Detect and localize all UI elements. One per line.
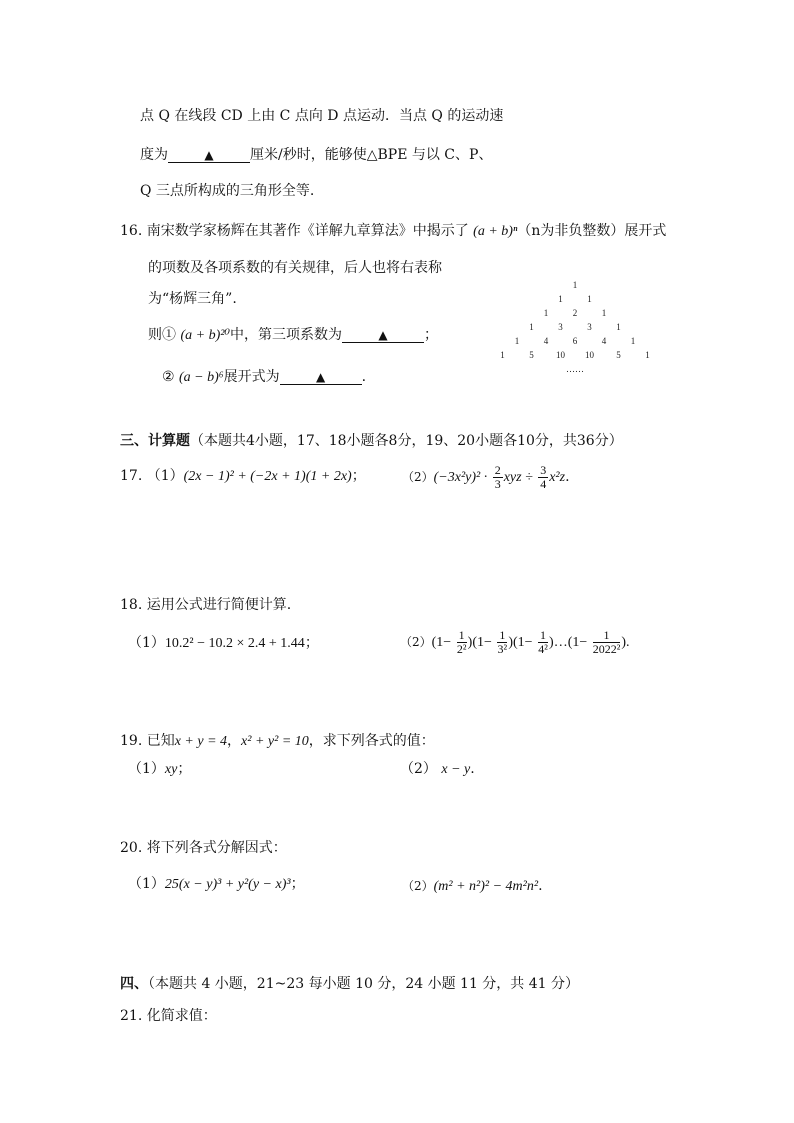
q16-sub2-label: ②	[162, 369, 175, 385]
q20-text: 将下列各式分解因式：	[146, 840, 287, 856]
q16-line-1	[120, 221, 666, 242]
q19-p1-expr: xy	[164, 762, 178, 777]
q18-p2-f1-den: 2²	[456, 641, 467, 656]
q16-sub2-text: 展开式为	[223, 369, 280, 385]
q18-p2-mid-3: )…(1−	[549, 635, 588, 650]
q18-p2-label: （2）	[400, 635, 432, 649]
triangle-cell: 3	[558, 322, 563, 332]
q20-p2-expr: (m² + n²)² − 4m²n²	[433, 879, 539, 894]
q16-sub2-expr: (a − b)⁶	[179, 370, 224, 385]
q21-number: 21.	[120, 1008, 143, 1024]
q16-sub1-text: 中，第三项系数为	[230, 327, 343, 343]
q20-p2-label: （2）	[402, 879, 434, 893]
q15-line-1: 点 Q 在线段 CD 上由 C 点向 D 点运动．当点 Q 的运动速	[140, 108, 504, 124]
q17-number: 17.	[120, 468, 143, 484]
q15-line-2-text-b: 厘米/秒时，能够使△BPE 与以 C、P、	[250, 147, 493, 163]
q19-text-a: 已知	[146, 733, 175, 749]
q19-cond-1: x + y = 4	[174, 734, 228, 749]
q18-p2-f1-num: 1	[458, 627, 465, 642]
q18-p2-mid-1: )(1−	[467, 635, 492, 650]
q18-p2-f3-den: 4²	[538, 641, 548, 656]
q17-p2-expr-c: x²z	[549, 470, 566, 485]
q19-p2-label: （2）	[400, 761, 437, 777]
section-3-title: 三、计算题	[120, 433, 190, 449]
q18-p2-f2-den: 3²	[497, 641, 508, 656]
triangle-cell: 1	[558, 294, 563, 304]
q18-p2-close: ).	[621, 635, 630, 650]
triangle-cell: 3	[587, 322, 592, 332]
triangle-cell: 1	[645, 350, 650, 360]
q16-text-b: （n为非负整数）展开式	[517, 223, 667, 239]
section-4-heading	[120, 974, 579, 994]
q20-part-2	[402, 876, 543, 897]
q16-line-3: 为“杨辉三角”.	[148, 291, 237, 307]
q16-sub1-end: ；	[424, 327, 439, 343]
q19-part-1	[128, 759, 191, 780]
q17-p2-expr-a: (−3x²y)² ·	[433, 470, 488, 485]
q19-p2-expr: x − y	[441, 762, 471, 777]
q16-sub-2	[162, 367, 366, 388]
triangle-cell: 5	[616, 350, 621, 360]
triangle-cell: 1	[529, 322, 534, 332]
section-3-note: （本题共4小题，17、18小题各8分，19、20小题各10分，共36分）	[190, 433, 623, 449]
q16-number: 16.	[120, 223, 143, 239]
triangle-cell: ……	[566, 364, 584, 374]
triangle-cell: 1	[543, 308, 549, 318]
q18-p2-fraction-4	[593, 629, 621, 656]
q15-answer-blank: ▲	[168, 148, 250, 163]
triangle-cell: 4	[543, 336, 549, 346]
q18-number: 18.	[120, 597, 143, 613]
q19-text-b: ，求下列各式的值：	[308, 733, 435, 749]
q16-sub1-expr: (a + b)²⁰	[180, 328, 231, 343]
section-4-note: （本题共 4 小题，21~23 每小题 10 分，24 小题 11 分，共 41 分）	[148, 976, 580, 992]
q17-p1-label: （1）	[146, 468, 184, 484]
q16-sub-1	[148, 325, 438, 346]
triangle-cell: 10	[585, 350, 594, 360]
q18-p1-label: （1）	[128, 635, 165, 651]
q20-p1-end: ；	[290, 876, 305, 892]
q16-expr: (a + b)ⁿ	[473, 224, 518, 239]
q17-part-2	[402, 462, 570, 493]
triangle-cell: 1	[572, 280, 578, 290]
triangle-cell: 1	[601, 308, 607, 318]
q17-p2-expr-b: xyz ÷	[503, 470, 533, 485]
q18-text: 运用公式进行简便计算.	[146, 597, 292, 613]
q18-p2-f2-num: 1	[499, 627, 506, 642]
q20-number: 20.	[120, 840, 143, 856]
q15-line-2	[140, 145, 492, 165]
q16-sub2-end: .	[361, 369, 367, 385]
q17-p2-end: .	[565, 469, 570, 485]
q16-text-a: 南宋数学家杨辉在其著作《详解九章算法》中揭示了	[146, 223, 469, 239]
q17-p2-fraction-1	[493, 464, 503, 491]
q21-text: 化简求值：	[146, 1008, 217, 1024]
q17-p2-frac2-den: 4	[540, 476, 547, 491]
q19-sep: ，	[227, 733, 242, 749]
triangle-cell: 5	[529, 350, 534, 360]
q19-p2-end: .	[470, 761, 475, 777]
q18-p2-fraction-1	[457, 629, 467, 656]
q18-p2-open: (1−	[431, 635, 452, 650]
q20-p1-label: （1）	[128, 876, 165, 892]
q16-line-2: 的项数及各项系数的有关规律，后人也将右表称	[148, 260, 442, 276]
q18-p1-end: ；	[304, 635, 319, 651]
q17-p2-label: （2）	[402, 470, 434, 484]
q21-line-1	[120, 1006, 217, 1026]
q18-p1-expr: 10.2² − 10.2 × 2.4 + 1.44	[164, 636, 305, 651]
q19-cond-2: x² + y² = 10	[241, 734, 309, 749]
q18-p2-f3-num: 1	[540, 627, 547, 642]
triangle-cell: 1	[616, 322, 621, 332]
q18-p2-fraction-2	[497, 629, 507, 656]
q17-p1-end: ；	[351, 468, 366, 484]
triangle-cell: 1	[630, 336, 636, 346]
triangle-cell: 4	[601, 336, 607, 346]
q19-part-2	[400, 759, 475, 780]
q18-p2-mid-2: )(1−	[508, 635, 533, 650]
q19-p1-end: ；	[177, 761, 192, 777]
q18-p2-f4-num: 1	[593, 629, 621, 643]
q15-line-2-text-a: 度为	[140, 147, 168, 163]
q19-p1-label: （1）	[128, 761, 165, 777]
q20-part-1	[128, 874, 305, 895]
q17-p2-frac2-num: 3	[540, 462, 547, 477]
q16-sub2-blank: ▲	[280, 370, 362, 385]
triangle-cell: 1	[514, 336, 520, 346]
q17-p2-frac1-num: 2	[494, 462, 501, 477]
q20-p1-expr: 25(x − y)³ + y²(y − x)³	[164, 877, 291, 892]
q19-line-1	[120, 731, 435, 752]
q18-p2-f4-den: 2022²	[592, 641, 621, 656]
q20-line-1	[120, 838, 287, 858]
q17-p2-frac1-den: 3	[494, 476, 501, 491]
q18-part-1	[128, 633, 319, 654]
q17-p1-expr: (2x − 1)² + (−2x + 1)(1 + 2x)	[183, 469, 352, 484]
section-4-title: 四、	[120, 976, 148, 992]
q18-p2-fraction-3	[538, 629, 548, 656]
q17-p2-fraction-2	[538, 464, 548, 491]
section-3-heading	[120, 431, 623, 451]
triangle-cell: 6	[572, 336, 578, 346]
q20-p2-end: .	[538, 878, 543, 894]
q15-line-3: Q 三点所构成的三角形全等.	[140, 183, 315, 199]
q19-number: 19.	[120, 733, 143, 749]
q16-sub1-label: 则①	[148, 327, 176, 343]
q17-part-1	[120, 466, 366, 487]
triangle-cell: 10	[556, 350, 565, 360]
q16-sub1-blank: ▲	[342, 328, 424, 343]
q18-line-1	[120, 595, 291, 615]
q18-part-2	[400, 625, 630, 660]
triangle-cell: 1	[500, 350, 505, 360]
triangle-cell: 2	[572, 308, 578, 318]
triangle-cell: 1	[587, 294, 592, 304]
